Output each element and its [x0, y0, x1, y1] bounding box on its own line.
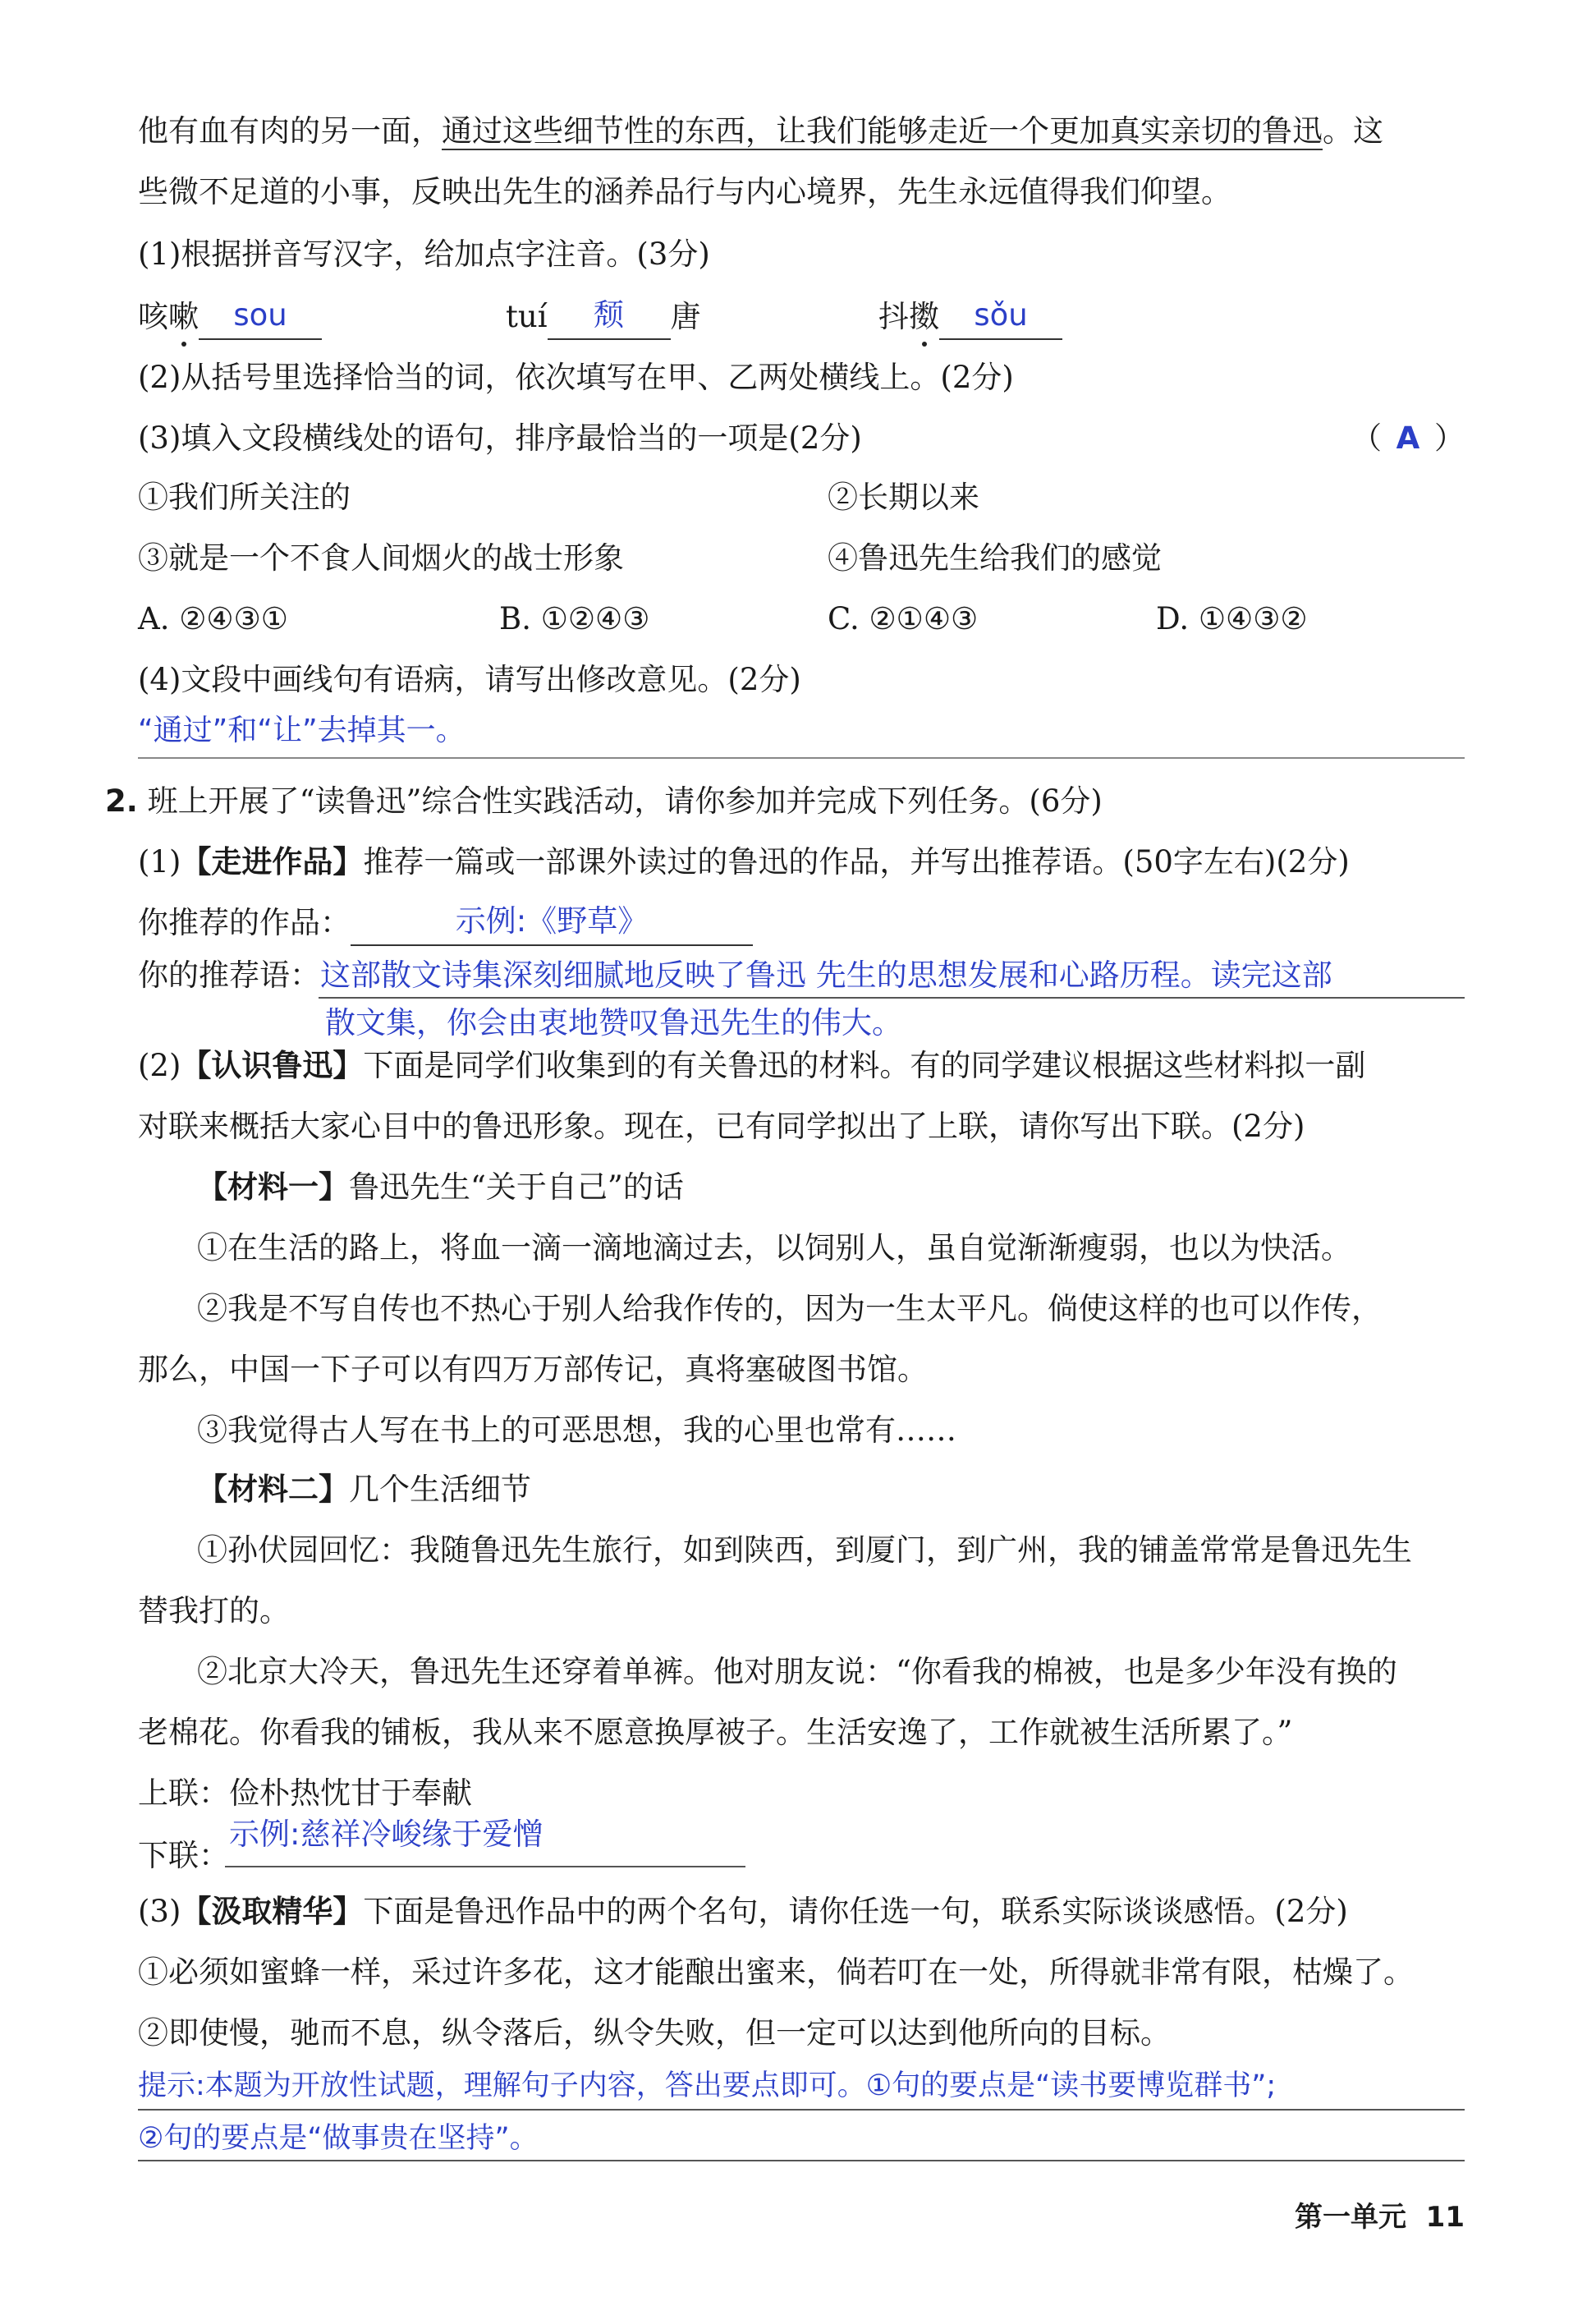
- char: 唐: [670, 299, 701, 334]
- word-3: [878, 292, 1062, 340]
- material-1-title: [197, 1164, 1465, 1210]
- material-tag: 【材料二】: [197, 1472, 349, 1507]
- lower-label: 下联：: [138, 1838, 229, 1873]
- options-row-2: [138, 535, 1465, 581]
- answer-line: [138, 2160, 1465, 2161]
- text-run: 下面是同学们收集到的有关鲁迅的材料。有的同学建议根据这些材料拟一副: [363, 1048, 1366, 1083]
- q2-stem-row: [105, 779, 1465, 824]
- unit-label: 第一单元: [1294, 2201, 1406, 2234]
- char: 抖: [878, 299, 909, 334]
- task-tag: 【走进作品】: [181, 844, 364, 880]
- word-2: [506, 292, 701, 340]
- answer-blank-1[interactable]: sou: [199, 292, 322, 340]
- hint-line-1[interactable]: 提示:本题为开放性试题，理解句子内容，答出要点即可。①句的要点是“读书要博览群书”;: [138, 2069, 1277, 2102]
- text-run: 下面是鲁迅作品中的两个名句，请你任选一句，联系实际谈谈感悟。(2分): [363, 1894, 1348, 1929]
- rec-row-1: [138, 953, 1465, 999]
- q1-4-answer[interactable]: “通过”和“让”去掉其一。: [138, 714, 466, 747]
- underlined-sentence: 通过这些细节性的东西，让我们能够走近一个更加真实亲切的鲁迅: [442, 113, 1323, 149]
- material-2-title: [197, 1467, 1465, 1513]
- choice-d[interactable]: D. ①④③②: [1156, 601, 1308, 636]
- phrase-4: ④鲁迅先生给我们的感觉: [828, 540, 1162, 576]
- lower-couplet-row: [138, 1812, 1465, 1873]
- answer-line: [319, 997, 1465, 999]
- q2-3-stem: [138, 1889, 1465, 1935]
- material-1-item-2-cont: 那么，中国一下子可以有四万万部传记，真将塞破图书馆。: [138, 1352, 928, 1387]
- q2-2-stem-cont: 对联来概括大家心目中的鲁迅形象。现在，已有同学拟出了上联，请你写出下联。(2分): [138, 1109, 1305, 1144]
- q1-3-stem: (3)填入文段横线处的语句，排序最恰当的一项是(2分): [138, 420, 862, 456]
- material-1-item-1: ①在生活的路上，将血一滴一滴地滴过去，以饲别人，虽自觉渐渐瘦弱，也以为快活。: [197, 1230, 1351, 1265]
- material-2-item-1-cont: 替我打的。: [138, 1593, 290, 1628]
- answer-blank-3[interactable]: sǒu: [939, 292, 1062, 340]
- text-run: 推荐一篇或一部课外读过的鲁迅的作品，并写出推荐语。(50字左右)(2分): [363, 844, 1350, 880]
- phrase-1: ①我们所关注的: [138, 480, 351, 515]
- paragraph-line-2: 些微不足道的小事，反映出先生的涵养品行与内心境界，先生永远值得我们仰望。: [138, 174, 1231, 209]
- quote-2: ②即使慢，驰而不息，纵令落后，纵令失败，但一定可以达到他所向的目标。: [138, 2015, 1171, 2051]
- work-row: [138, 898, 1465, 946]
- q1-3-row: [138, 416, 1465, 462]
- material-2-item-2: ②北京大冷天，鲁迅先生还穿着单裤。他对朋友说：“你看我的棉被，也是多少年没有换的: [197, 1654, 1397, 1689]
- material-1-item-3: ③我觉得古人写在书上的可恶思想，我的心里也常有……: [197, 1412, 956, 1448]
- upper-couplet: 上联：俭朴热忱甘于奉献: [138, 1775, 472, 1811]
- rec-answer-2[interactable]: 散文集，你会由衷地赞叹鲁迅先生的伟大。: [325, 1005, 902, 1040]
- page-footer: [1295, 2194, 1465, 2235]
- question-number: 2.: [105, 783, 138, 819]
- text-run: (1): [138, 844, 181, 880]
- choice-row: [138, 596, 1465, 642]
- q1-2-stem: (2)从括号里选择恰当的词，依次填写在甲、乙两处横线上。(2分): [138, 360, 1014, 395]
- char: 咳: [138, 299, 168, 334]
- text-run: 鲁迅先生“关于自己”的话: [349, 1169, 684, 1205]
- answer-blank-2[interactable]: 颓: [548, 292, 671, 340]
- paren: （: [1351, 420, 1382, 456]
- q2-2-stem: [138, 1043, 1465, 1089]
- work-label: 你推荐的作品：: [138, 905, 351, 940]
- choice-answer[interactable]: A: [1396, 420, 1420, 456]
- phrase-3: ③就是一个不食人间烟火的战士形象: [138, 540, 624, 576]
- phrase-2: ②长期以来: [828, 480, 979, 515]
- task-tag: 【汲取精华】: [181, 1894, 364, 1929]
- choice-b[interactable]: B. ①②④③: [499, 601, 650, 636]
- material-2-item-1: ①孙伏园回忆：我随鲁迅先生旅行，如到陕西，到厦门，到广州，我的铺盖常常是鲁迅先生: [197, 1532, 1412, 1568]
- text-run: 几个生活细节: [349, 1472, 531, 1507]
- options-row-1: [138, 475, 1465, 521]
- quote-1: ①必须如蜜蜂一样，采过许多花，这才能酿出蜜来，倘若叮在一处，所得就非常有限，枯燥了。: [138, 1954, 1414, 1990]
- page-number: 11: [1425, 2201, 1465, 2234]
- q2-stem: 班上开展了“读鲁迅”综合性实践活动，请你参加并完成下列任务。(6分): [147, 783, 1103, 819]
- lower-answer[interactable]: 示例:慈祥冷峻缘于爱憎: [229, 1817, 543, 1852]
- q1-4-stem: (4)文段中画线句有语病，请写出修改意见。(2分): [138, 662, 801, 697]
- dotted-char: 嗽: [168, 294, 199, 340]
- paren: ）: [1434, 420, 1465, 456]
- choice-c[interactable]: C. ②①④③: [828, 601, 979, 636]
- work-answer[interactable]: 示例:《野草》: [351, 898, 753, 946]
- material-1-item-2: ②我是不写自传也不热心于别人给我作传的，因为一生太平凡。倘使这样的也可以作传，: [197, 1291, 1382, 1326]
- paragraph-line-1: [138, 108, 1465, 154]
- pinyin: tuí: [506, 299, 548, 334]
- material-tag: 【材料一】: [197, 1169, 349, 1205]
- choice-a[interactable]: A. ②④③①: [138, 601, 288, 636]
- answer-bracket: [1351, 416, 1465, 462]
- text-run: (3): [138, 1894, 181, 1929]
- material-2-item-2-cont: 老棉花。你看我的铺板，我从来不愿意换厚被子。生活安逸了，工作就被生活所累了。”: [138, 1715, 1293, 1750]
- answer-line: [138, 2109, 1465, 2111]
- q2-1-stem: [138, 839, 1465, 885]
- text-run: 他有血有肉的另一面，: [138, 113, 442, 149]
- task-tag: 【认识鲁迅】: [181, 1048, 364, 1083]
- section-divider: [138, 757, 1465, 759]
- rec-answer-1[interactable]: 这部散文诗集深刻细腻地反映了鲁迅 先生的思想发展和心路历程。读完这部: [320, 958, 1332, 993]
- rec-label: 你的推荐语：: [138, 958, 320, 993]
- hint-line-2[interactable]: ②句的要点是“做事贵在坚持”。: [138, 2122, 539, 2155]
- text-run: 。这: [1323, 113, 1383, 149]
- word-1: [138, 292, 322, 340]
- dotted-char: 擞: [909, 294, 939, 340]
- q1-1-stem: (1)根据拼音写汉字，给加点字注音。(3分): [138, 237, 710, 272]
- text-run: (2): [138, 1048, 181, 1083]
- answer-line: [225, 1866, 745, 1867]
